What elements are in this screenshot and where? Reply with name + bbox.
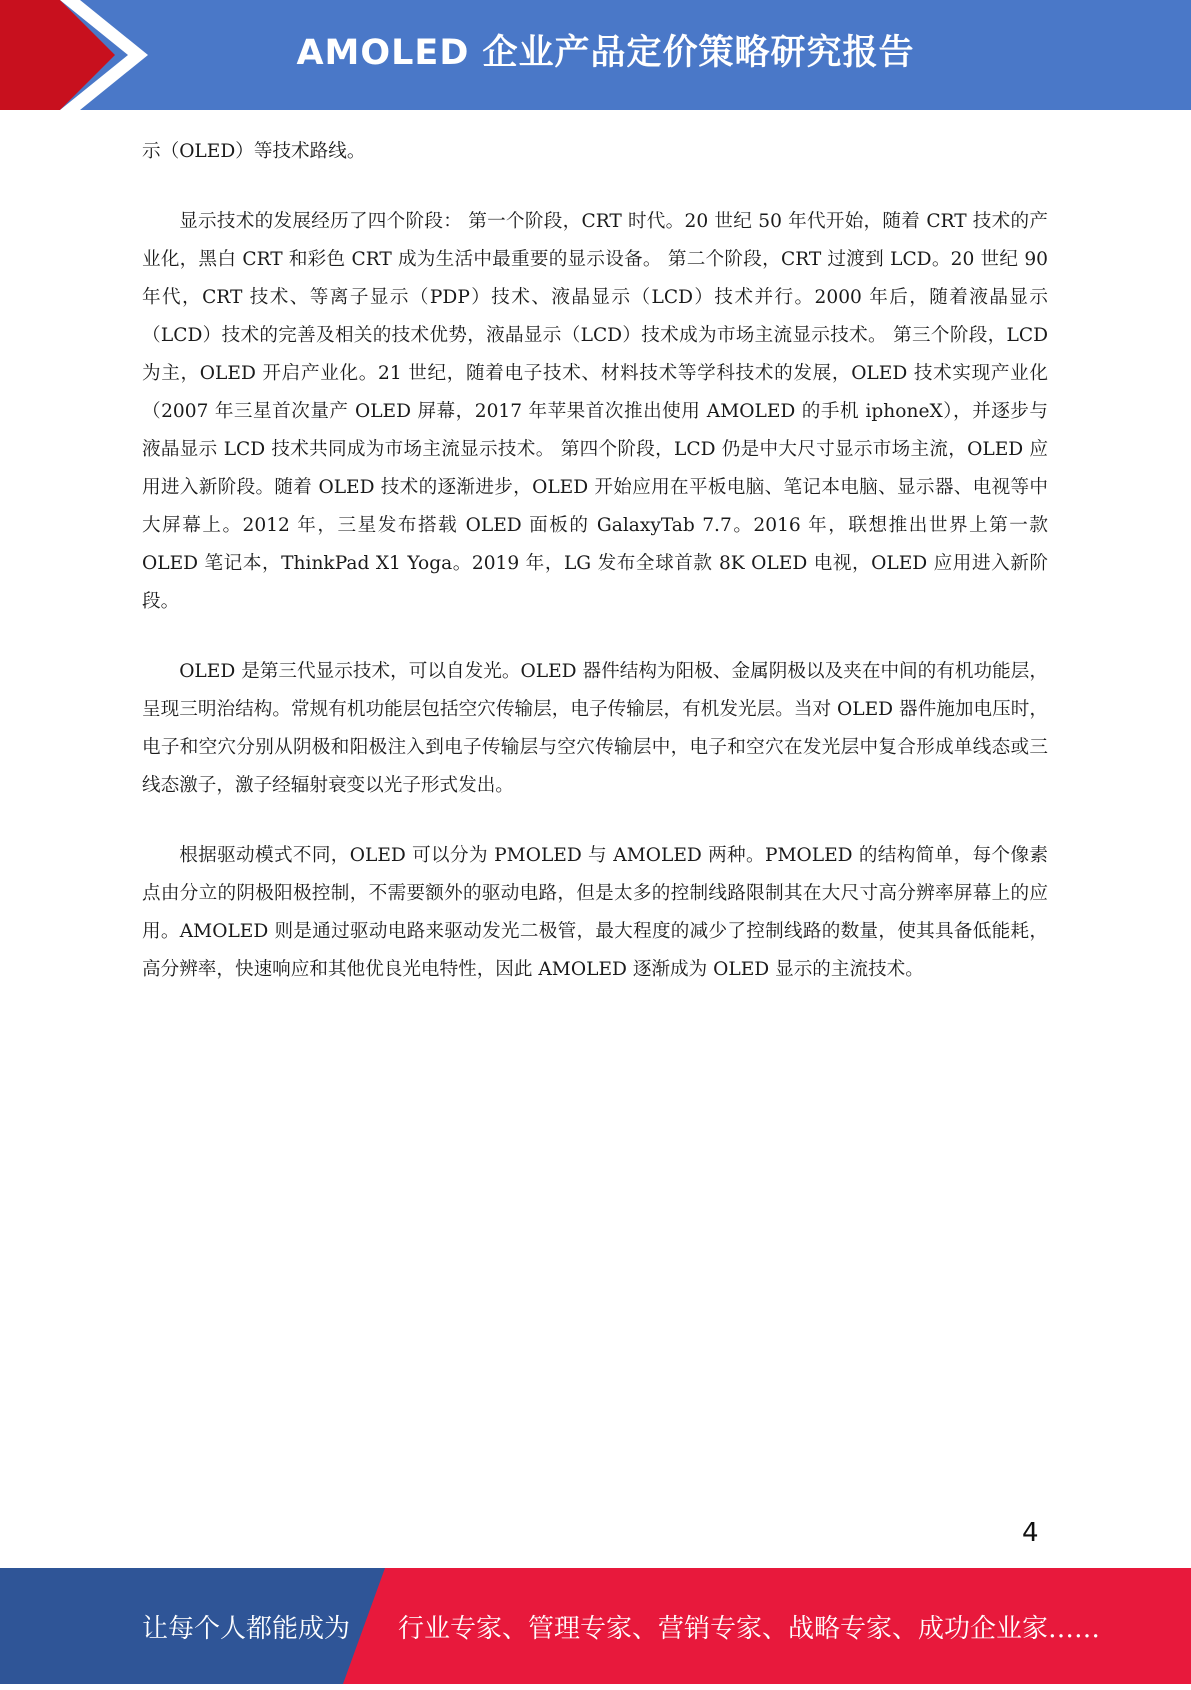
- paragraph-pmoled-amoled: 根据驱动模式不同，OLED 可以分为 PMOLED 与 AMOLED 两种。PMOLED 的结构简单，每个像素点由分立的阴极阳极控制，不需要额外的驱动电路，但是太多的控制线路限制其在大尺寸高分辨率屏幕上的应用。AMOLED 则是通过驱动电路来驱动发光二极管，最大程度的减少了控制线路的数量，使其具备低能耗，高分辨率，快速响应和其他优良光电特性，因此 AMOLED 逐渐成为 OLED 显示的主流技术。: [142, 845, 1048, 980]
- header-chevron-decoration: [0, 0, 160, 110]
- report-title-text: AMOLED 企业产品定价策略研究报告: [296, 33, 915, 73]
- page-header: [0, 0, 1191, 110]
- page-footer: [0, 1568, 1191, 1684]
- paragraph-oled-structure: OLED 是第三代显示技术，可以自发光。OLED 器件结构为阳极、金属阴极以及夹在中间的有机功能层，呈现三明治结构。常规有机功能层包括空穴传输层，电子传输层，有机发光层。当对 OLED 器件施加电压时，电子和空穴分别从阴极和阳极注入到电子传输层与空穴传输层中，电子和空穴在发光层中复合形成单线态或三线态激子，激子经辐射衰变以光子形式发出。: [142, 661, 1048, 796]
- footer-slogan-left: 让每个人都能成为: [142, 1614, 351, 1644]
- page-number: 4: [1022, 1518, 1039, 1548]
- report-title: [200, 0, 1191, 110]
- document-body: [142, 133, 1048, 989]
- footer-slogan-right: 行业专家、管理专家、营销专家、战略专家、成功企业家……: [398, 1614, 1101, 1644]
- paragraph-display-tech-history: 显示技术的发展经历了四个阶段： 第一个阶段，CRT 时代。20 世纪 50 年代开始，随着 CRT 技术的产业化，黑白 CRT 和彩色 CRT 成为生活中最重要的显示设备。 第二个阶段，CRT 过渡到 LCD。20 世纪 90 年代，CRT 技术、等离子显示（PDP）技术、液晶显示（LCD）技术并行。2000 年后，随着液晶显示（LCD）技术的完善及相关的技术优势，液晶显示（LCD）技术成为市场主流显示技术。 第三个阶段，LCD 为主，OLED 开启产业化。21 世纪，随着电子技术、材料技术等学科技术的发展，OLED 技术实现产业化（2007 年三星首次量产 OLED 屏幕，2017 年苹果首次推出使用 AMOLED 的手机 iphoneX），并逐步与液晶显示 LCD 技术共同成为市场主流显示技术。 第四个阶段，LCD 仍是中大尺寸显示市场主流，OLED 应用进入新阶段。随着 OLED 技术的逐渐进步，OLED 开始应用在平板电脑、笔记本电脑、显示器、电视等中大屏幕上。2012 年，三星发布搭载 OLED 面板的 GalaxyTab 7.7。2016 年，联想推出世界上第一款 OLED 笔记本，ThinkPad X1 Yoga。2019 年，LG 发布全球首款 8K OLED 电视，OLED 应用进入新阶段。: [142, 211, 1048, 612]
- paragraph-continuation: 示（OLED）等技术路线。: [142, 141, 366, 162]
